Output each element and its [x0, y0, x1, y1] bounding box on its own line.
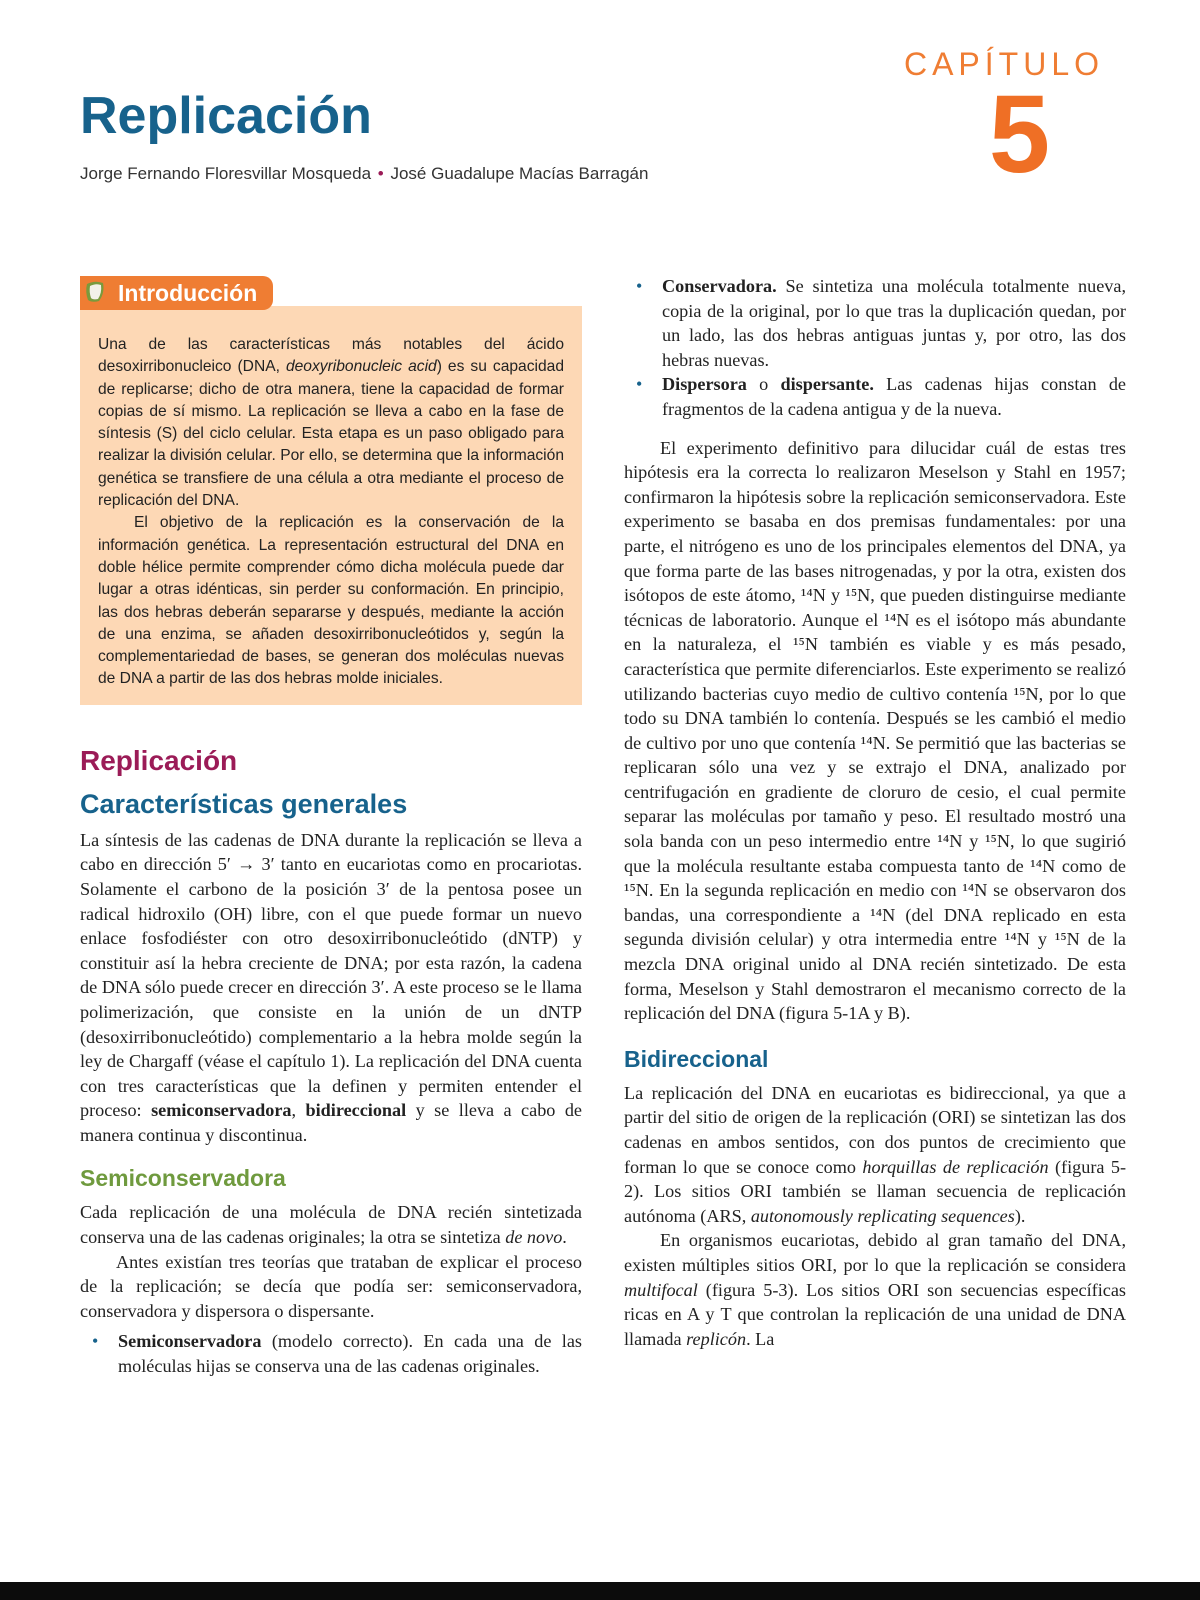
minor-title-semiconservadora: Semiconservadora	[80, 1165, 286, 1192]
semiconservadora-paragraph-1: Cada replicación de una molécula de DNA recién sintetizada conserva una de las cadenas originales; la otra se sintetiza de novo.	[80, 1202, 582, 1248]
author-1: Jorge Fernando Floresvillar Mosqueda	[80, 164, 372, 183]
bullet-icon: •	[636, 276, 643, 296]
author-separator: •	[377, 164, 384, 183]
theory-list-continued	[624, 274, 1126, 422]
semiconservadora-paragraph-2: Antes existían tres teorías que trataban de explicar el proceso de la replicación; se decía que podía ser: semiconservadora, conservadora y dispersora o dispersante.	[80, 1251, 582, 1321]
bullet-icon: •	[636, 374, 643, 395]
intro-paragraph-2: El objetivo de la replicación es la conservación de la información genética. La representación estructural del DNA en doble hélice permite comprender cómo dicha molécula puede dar lugar a otras idénticas, sin perder su conformación. En principio, las dos hebras deberán separarse y después, mediante la acción de una enzima, se añaden desoxirribonucleótidos y, según la complementariedad de bases, se generan dos moléculas nuevas de DNA a partir de las dos hebras molde iniciales.	[98, 514, 564, 688]
intro-tab-label: Introducción	[118, 280, 258, 306]
subsection-title-caracteristicas: Características generales	[80, 788, 408, 819]
intro-tab	[80, 276, 273, 310]
chapter-label: CAPÍTULO	[903, 46, 1104, 82]
theory-list	[80, 1329, 582, 1378]
page-title: Replicación	[80, 87, 372, 145]
bullet-icon: •	[92, 1331, 99, 1352]
experiment-paragraph: El experimento definitivo para dilucidar cuál de estas tres hipótesis era la correcta lo realizaron Meselson y Stahl en 1957; confirmaron la hipótesis sobre la replicación semiconservadora. Este experimento se basaba en dos premisas fundamentales: por una parte, el nitrógeno es uno de los principales elementos del DNA, ya que forma parte de las bases nitrogenadas, y por la otra, existen dos isótopos de este átomo, ¹⁴N y ¹⁵N, que pueden distinguirse mediante técnicas de laboratorio. Aunque el ¹⁴N es el isótopo más abundante en la naturaleza, el ¹⁵N también es viable y es más pesado, característica que permite diferenciarlos. Este experimento se realizó utilizando bacterias cuyo medio de cultivo contenía ¹⁵N, por lo que todo su DNA también lo contenía. Después se les cambió el medio de cultivo por uno que contenía ¹⁴N. Se permitió que las bacterias se replicaran sólo una vez y se extrajo el DNA, analizado por centrifugación en gradiente de cloruro de cesio, el cual permite separar las moléculas por tamaño y peso. El resultado mostró una sola banda con un peso intermedio entre ¹⁴N y ¹⁵N, lo que sugirió que la molécula resultante estaba compuesta tanto de ¹⁴N como de ¹⁵N. En la segunda replicación en medio con ¹⁴N se observaron dos bandas, una correspondiente a ¹⁴N (del DNA replicado en esta segunda división celular) y otra intermedia entre ¹⁴N y ¹⁵N de la mezcla DNA original unido al DNA recién sintetizado. De esta forma, Meselson y Stahl demostraron el mecanismo correcto de la replicación del DNA (figura 5-1A y B).	[624, 437, 1126, 1024]
list-item: • Dispersora o dispersante. Las cadenas hijas constan de fragmentos de la cadena antigua y de la nueva.	[636, 374, 1127, 419]
list-item: • Semiconservadora (modelo correcto). En cada una de las moléculas hijas se conserva una de las cadenas originales.	[92, 1331, 582, 1377]
author-2: José Guadalupe Macías Barragán	[390, 164, 649, 183]
chapter-number: 5	[988, 73, 1050, 196]
leaf-icon	[84, 280, 106, 304]
authors	[80, 164, 648, 184]
intro-paragraph-1: Una de las características más notables del ácido desoxirribonucleico (DNA, deoxyribonucleic acid) es su capacidad de replicarse; dicho de otra manera, tiene la capacidad de formar copias de sí mismo. La replicación se lleva a cabo en la fase de síntesis (S) del ciclo celular. Esta etapa es un paso obligado para realizar la división celular. Por ello, se determina que la información genética se transfiere de una célula a otra mediante el proceso de replicación del DNA.	[98, 336, 564, 510]
left-column	[80, 276, 582, 1379]
bottom-bar	[0, 1582, 1200, 1600]
list-item: • Conservadora. Se sintetiza una molécula totalmente nueva, copia de la original, por lo que tras la duplicación quedan, por un lado, las dos hebras antiguas juntas y, por otro, las dos hebras nuevas.	[636, 276, 1126, 370]
intro-box	[80, 306, 582, 705]
section-title-replicacion: Replicación	[80, 744, 238, 776]
right-column	[624, 274, 1126, 1351]
minor-title-bidireccional: Bidireccional	[624, 1045, 769, 1072]
caracteristicas-paragraph: La síntesis de las cadenas de DNA durante la replicación se lleva a cabo en dirección 5′ → 3′ tanto en eucariotas como en procariotas. Solamente el carbono de la posición 3′ de la pentosa posee un radical hidroxilo (OH) libre, con el que puede formar un nuevo enlace fosfodiéster con otro desoxirribonucleótido (dNTP) y constituir así la hebra creciente de DNA; por esta razón, la cadena de DNA sólo puede crecer en dirección 3′. A este proceso se le llama polimerización, que consiste en la unión de un dNTP (desoxirribonucleótido) complementario a la hebra molde según la ley de Chargaff (véase el capítulo 1). La replicación del DNA cuenta con tres características que la definen y permiten entender el proceso: semiconservadora, bidireccional y se lleva a cabo de manera continua y discontinua.	[80, 829, 582, 1145]
bidireccional-paragraph-2: En organismos eucariotas, debido al gran tamaño del DNA, existen múltiples sitios ORI, por lo que la replicación se considera multifocal (figura 5-3). Los sitios ORI son secuencias específicas ricas en A y T que controlan la replicación de una unidad de DNA llamada replicón. La	[624, 1230, 1126, 1349]
bidireccional-paragraph-1: La replicación del DNA en eucariotas es bidireccional, ya que a partir del sitio de origen de la replicación (ORI) se sintetizan las dos cadenas en ambos sentidos, con dos puntos de crecimiento que forman lo que se conoce como horquillas de replicación (figura 5-2). Los sitios ORI también se llaman secuencia de replicación autónoma (ARS, autonomously replicating sequences).	[624, 1082, 1126, 1226]
